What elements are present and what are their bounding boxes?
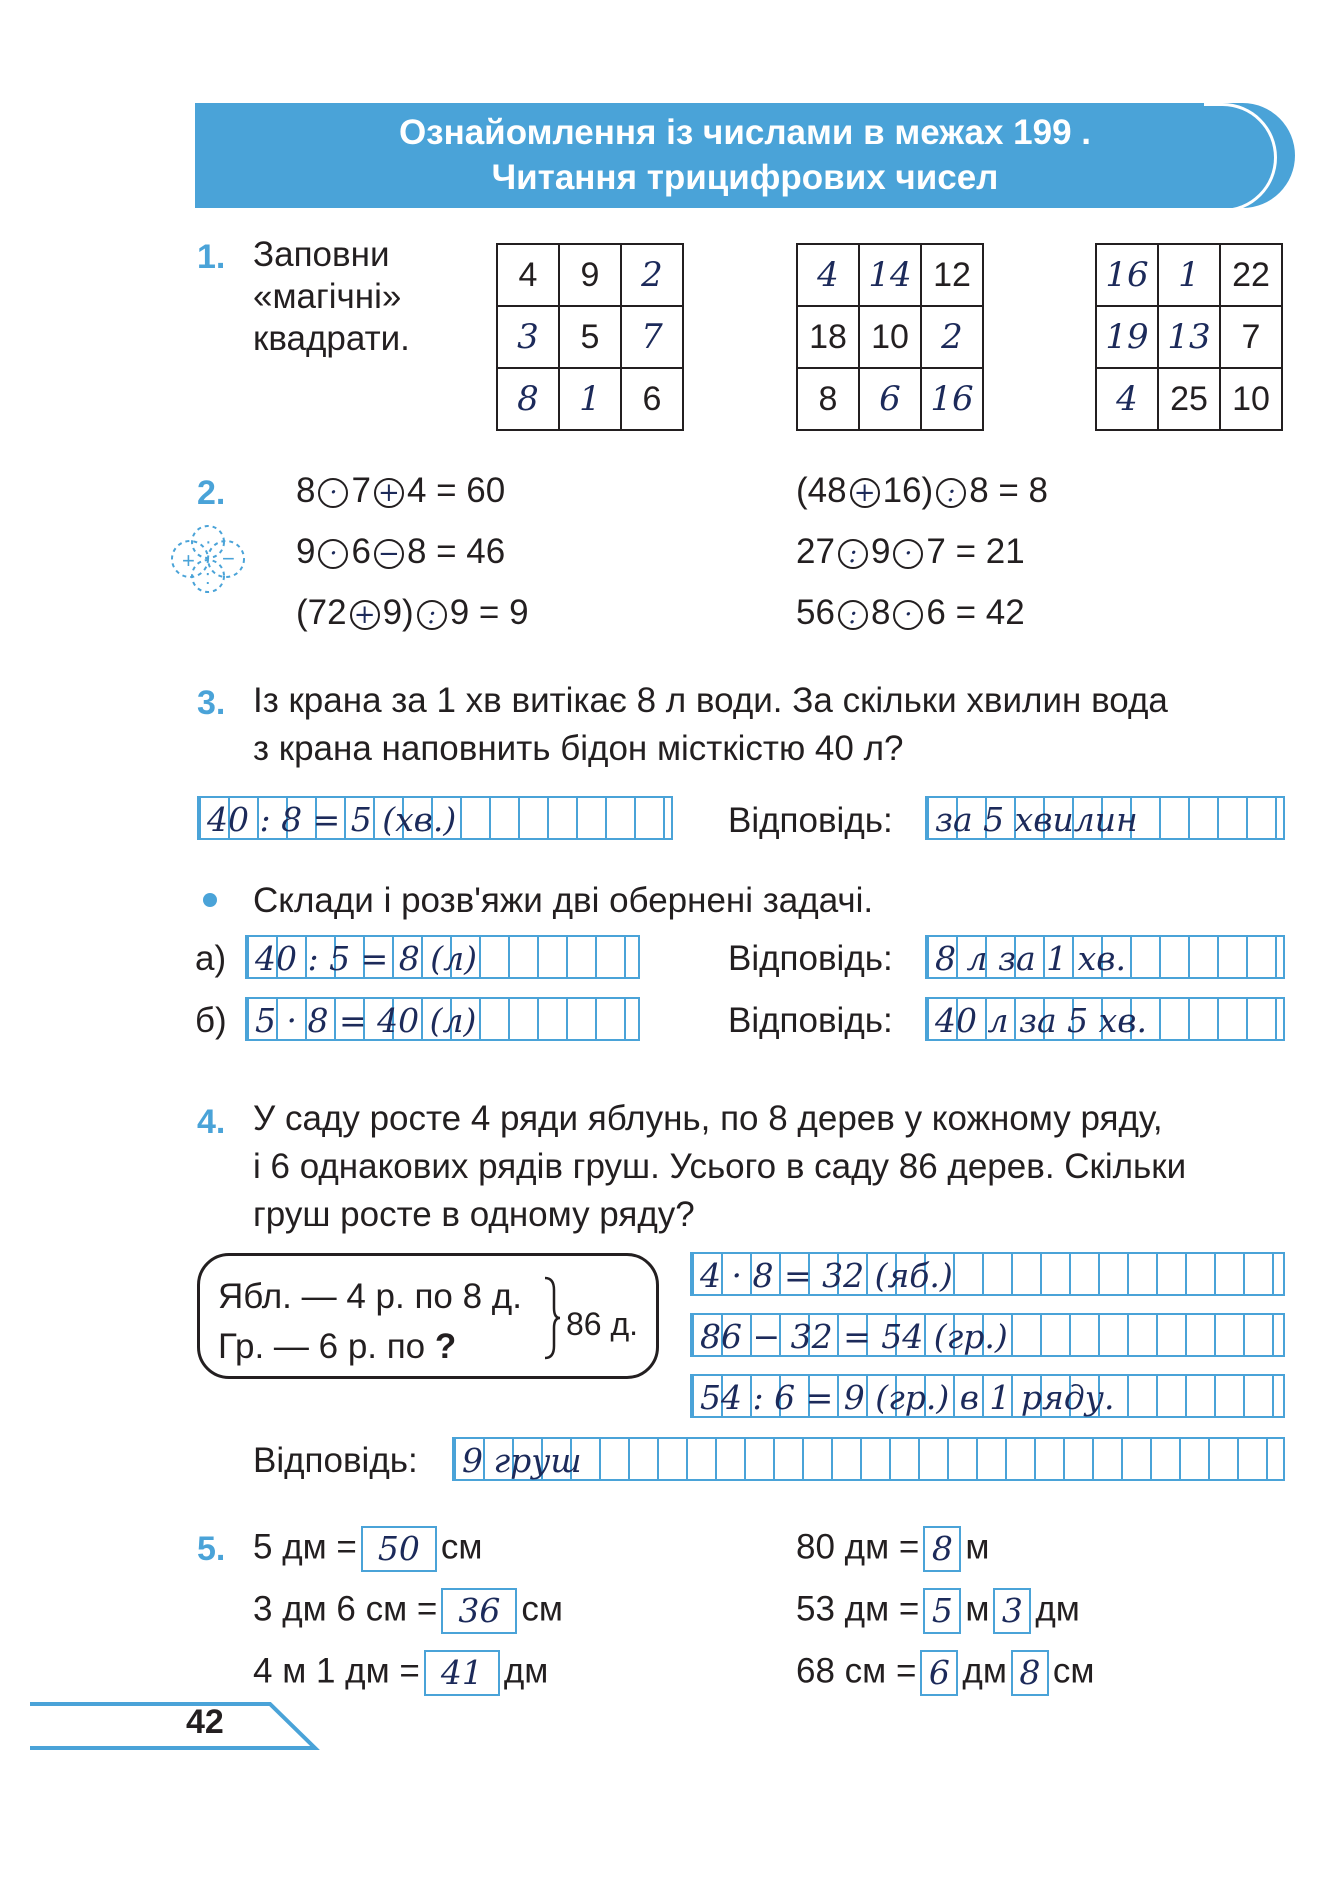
ms1-cell[interactable]: 2 — [621, 244, 683, 306]
conversion-expression: 80 дм = — [796, 1527, 920, 1567]
task3-a-answer: 8 л за 1 хв. — [935, 939, 1126, 978]
task2-right-eq3 — [796, 592, 1025, 634]
task1-text-line1: Заповни — [253, 235, 390, 274]
operation-circle[interactable]: + — [850, 478, 880, 508]
task4-line2: і 6 однакових рядів груш. Усього в саду 86 дерев. Скільки — [253, 1147, 1187, 1186]
task2-left-eq2 — [296, 531, 505, 573]
task3-a-answer-grid[interactable] — [925, 935, 1285, 979]
ms3-cell[interactable]: 19 — [1096, 306, 1158, 368]
task4-answer-grid[interactable] — [452, 1437, 1285, 1481]
task2-right-eq2 — [796, 531, 1025, 573]
ms1-cell[interactable]: 1 — [559, 368, 621, 430]
task5-number: 5. — [197, 1530, 226, 1568]
section-header — [195, 103, 1295, 208]
eq-operand: 8 = 46 — [406, 532, 506, 571]
svg-text::: : — [205, 567, 211, 589]
task5-left-row3 — [253, 1650, 548, 1696]
task3-answer-grid[interactable] — [925, 796, 1285, 840]
svg-text:+: + — [182, 548, 195, 573]
answer-box[interactable]: 3 — [993, 1588, 1031, 1634]
task4-line3: груш росте в одному ряду? — [253, 1195, 695, 1234]
curly-brace-icon — [542, 1276, 562, 1360]
unit-label: дм — [503, 1651, 549, 1691]
operation-circle[interactable]: · — [893, 600, 923, 630]
ms3-cell: 25 — [1158, 368, 1220, 430]
eq-operand: (72 — [296, 593, 347, 632]
task3-line1: Із крана за 1 хв витікає 8 л води. За скільки хвилин вода — [253, 681, 1168, 720]
task4-step3-grid[interactable] — [690, 1374, 1285, 1418]
eq-operand: 9 — [870, 532, 891, 571]
answer-box[interactable]: 5 — [923, 1588, 961, 1634]
eq-operand: 8 = 8 — [969, 471, 1049, 510]
operation-circle[interactable]: + — [350, 600, 380, 630]
operation-circle[interactable]: : — [838, 600, 868, 630]
ms1-cell: 4 — [497, 244, 559, 306]
svg-text:·: · — [205, 531, 212, 553]
task1-text — [253, 234, 410, 360]
task2-left-eq3 — [296, 592, 529, 634]
eq-operand: 56 — [796, 593, 835, 632]
task3-answer: за 5 хвилин — [935, 800, 1138, 839]
task4-number: 4. — [197, 1103, 226, 1141]
task4-step2-grid[interactable] — [690, 1313, 1285, 1357]
answer-box[interactable]: 36 — [441, 1588, 517, 1634]
task4-answer: 9 груш — [462, 1441, 582, 1480]
ms2-cell[interactable]: 14 — [859, 244, 921, 306]
operation-circle[interactable]: + — [374, 478, 404, 508]
conversion-expression: 3 дм 6 см = — [253, 1589, 438, 1629]
task3-b-solution-grid[interactable] — [245, 997, 640, 1041]
eq-operand: 8 — [870, 593, 891, 632]
ms1-cell[interactable]: 3 — [497, 306, 559, 368]
task3-b-answer-label: Відповідь: — [728, 1001, 893, 1040]
ms2-cell[interactable]: 4 — [797, 244, 859, 306]
task2-left-eq1 — [296, 470, 505, 512]
ms2-cell: 18 — [797, 306, 859, 368]
ms1-cell: 9 — [559, 244, 621, 306]
task3-a-solution: 40 : 5 = 8 (л) — [255, 939, 477, 978]
operation-circle[interactable]: · — [318, 539, 348, 569]
task5-left-row2 — [253, 1588, 563, 1634]
ms2-cell[interactable]: 2 — [921, 306, 983, 368]
eq-operand: 4 = 60 — [406, 471, 506, 510]
ms2-cell: 10 — [859, 306, 921, 368]
task3-a-solution-grid[interactable] — [245, 935, 640, 979]
eq-operand: 27 — [796, 532, 835, 571]
eq-operand: 7 = 21 — [926, 532, 1025, 571]
unit-label: м — [965, 1527, 990, 1567]
unit-label: см — [521, 1589, 563, 1629]
task3-a-answer-label: Відповідь: — [728, 939, 893, 978]
task3-solution: 40 : 8 = 5 (хв.) — [207, 800, 457, 839]
ms3-cell: 10 — [1220, 368, 1282, 430]
task3-line2: з крана наповнить бідон місткістю 40 л? — [253, 729, 904, 768]
conversion-expression: 68 см = — [796, 1651, 917, 1691]
task3-solution-grid[interactable] — [197, 796, 673, 840]
task3-b-solution: 5 · 8 = 40 (л) — [255, 1001, 477, 1040]
task4-step1: 4 · 8 = 32 (яб.) — [700, 1256, 953, 1295]
task2-number: 2. — [197, 474, 226, 512]
task4-cond1: Ябл. — 4 р. по 8 д. — [218, 1277, 522, 1316]
ms1-cell[interactable]: 8 — [497, 368, 559, 430]
eq-operand: 6 — [351, 532, 371, 571]
ms2-cell: 8 — [797, 368, 859, 430]
eq-operand: (48 — [796, 471, 847, 510]
operation-circle[interactable]: − — [374, 539, 404, 569]
task4-question-mark: ? — [434, 1327, 457, 1366]
task3-b-label: б) — [195, 1001, 227, 1040]
conversion-expression: 5 дм = — [253, 1527, 357, 1567]
operation-circle[interactable]: · — [318, 478, 348, 508]
conversion-expression: 53 дм = — [796, 1589, 920, 1629]
ms3-cell: 22 — [1220, 244, 1282, 306]
answer-box[interactable]: 41 — [424, 1650, 500, 1696]
answer-box[interactable]: 50 — [361, 1526, 437, 1572]
task3-b-answer: 40 л за 5 хв. — [935, 1001, 1147, 1040]
eq-operand: 9) — [382, 593, 414, 632]
task5-right-row1 — [796, 1526, 989, 1572]
answer-box[interactable]: 8 — [1011, 1650, 1049, 1696]
task4-cond2 — [218, 1326, 456, 1368]
ms2-cell: 12 — [921, 244, 983, 306]
task1-number: 1. — [197, 238, 226, 276]
task4-answer-label: Відповідь: — [253, 1441, 418, 1480]
operation-circle[interactable]: : — [838, 539, 868, 569]
ms1-cell: 6 — [621, 368, 683, 430]
unit-label: см — [440, 1527, 483, 1567]
task4-step3: 54 : 6 = 9 (гр.) в 1 ряду. — [700, 1378, 1115, 1417]
task5-right-row2 — [796, 1588, 1080, 1634]
page-number-tab — [30, 1700, 320, 1750]
ms2-cell[interactable]: 6 — [859, 368, 921, 430]
answer-box[interactable]: 6 — [920, 1650, 958, 1696]
eq-operand: 8 — [296, 471, 316, 510]
ms3-cell[interactable]: 16 — [1096, 244, 1158, 306]
task5-left-row1 — [253, 1526, 482, 1572]
magic-square-3 — [1095, 243, 1283, 431]
ms1-cell[interactable]: 7 — [621, 306, 683, 368]
unit-label: см — [1052, 1651, 1095, 1691]
operation-circle[interactable]: : — [936, 478, 966, 508]
task4-total: 86 д. — [566, 1306, 639, 1342]
unit-label: дм — [1035, 1589, 1080, 1629]
ms3-cell[interactable]: 4 — [1096, 368, 1158, 430]
unit-label: м — [965, 1589, 990, 1629]
ms1-cell: 5 — [559, 306, 621, 368]
task3-answer-label: Відповідь: — [728, 801, 893, 840]
task4-step2: 86 − 32 = 54 (гр.) — [700, 1317, 1008, 1356]
eq-operand: 16) — [882, 471, 934, 510]
eq-operand: 7 — [351, 471, 371, 510]
task3-a-label: а) — [195, 939, 227, 978]
eq-operand: 9 = 9 — [449, 593, 529, 632]
unit-label: дм — [962, 1651, 1007, 1691]
ms2-cell[interactable]: 16 — [921, 368, 983, 430]
task2-right-eq1 — [796, 470, 1048, 512]
ms3-cell: 7 — [1220, 306, 1282, 368]
header-title-line2: Читання трицифрових чисел — [491, 158, 999, 197]
bullet-icon — [203, 893, 217, 907]
svg-text:−: − — [222, 546, 235, 571]
conversion-expression: 4 м 1 дм = — [253, 1651, 420, 1691]
ms3-cell[interactable]: 1 — [1158, 244, 1220, 306]
task3-b-answer-grid[interactable] — [925, 997, 1285, 1041]
header-title-line1: Ознайомлення із числами в межах 199 . — [398, 113, 1092, 152]
operation-signs-icon — [168, 524, 248, 594]
task1-text-line2: «магічні» — [253, 277, 402, 316]
page-number: 42 — [186, 1703, 224, 1741]
task4-cond2-prefix: Гр. — 6 р. по — [218, 1327, 426, 1366]
task3-number: 3. — [197, 684, 226, 722]
operation-circle[interactable]: : — [417, 600, 447, 630]
task4-line1: У саду росте 4 ряди яблунь, по 8 дерев у кожному ряду, — [253, 1099, 1163, 1138]
task5-right-row3 — [796, 1650, 1094, 1696]
task4-step1-grid[interactable] — [690, 1252, 1285, 1296]
operation-circle[interactable]: · — [893, 539, 923, 569]
eq-operand: 9 — [296, 532, 316, 571]
magic-square-1 — [496, 243, 684, 431]
answer-box[interactable]: 8 — [923, 1526, 961, 1572]
ms3-cell[interactable]: 13 — [1158, 306, 1220, 368]
magic-square-2 — [796, 243, 984, 431]
task1-text-line3: квадрати. — [253, 319, 410, 358]
eq-operand: 6 = 42 — [926, 593, 1025, 632]
task3-bullet-text: Склади і розв'яжи дві обернені задачі. — [253, 881, 874, 920]
